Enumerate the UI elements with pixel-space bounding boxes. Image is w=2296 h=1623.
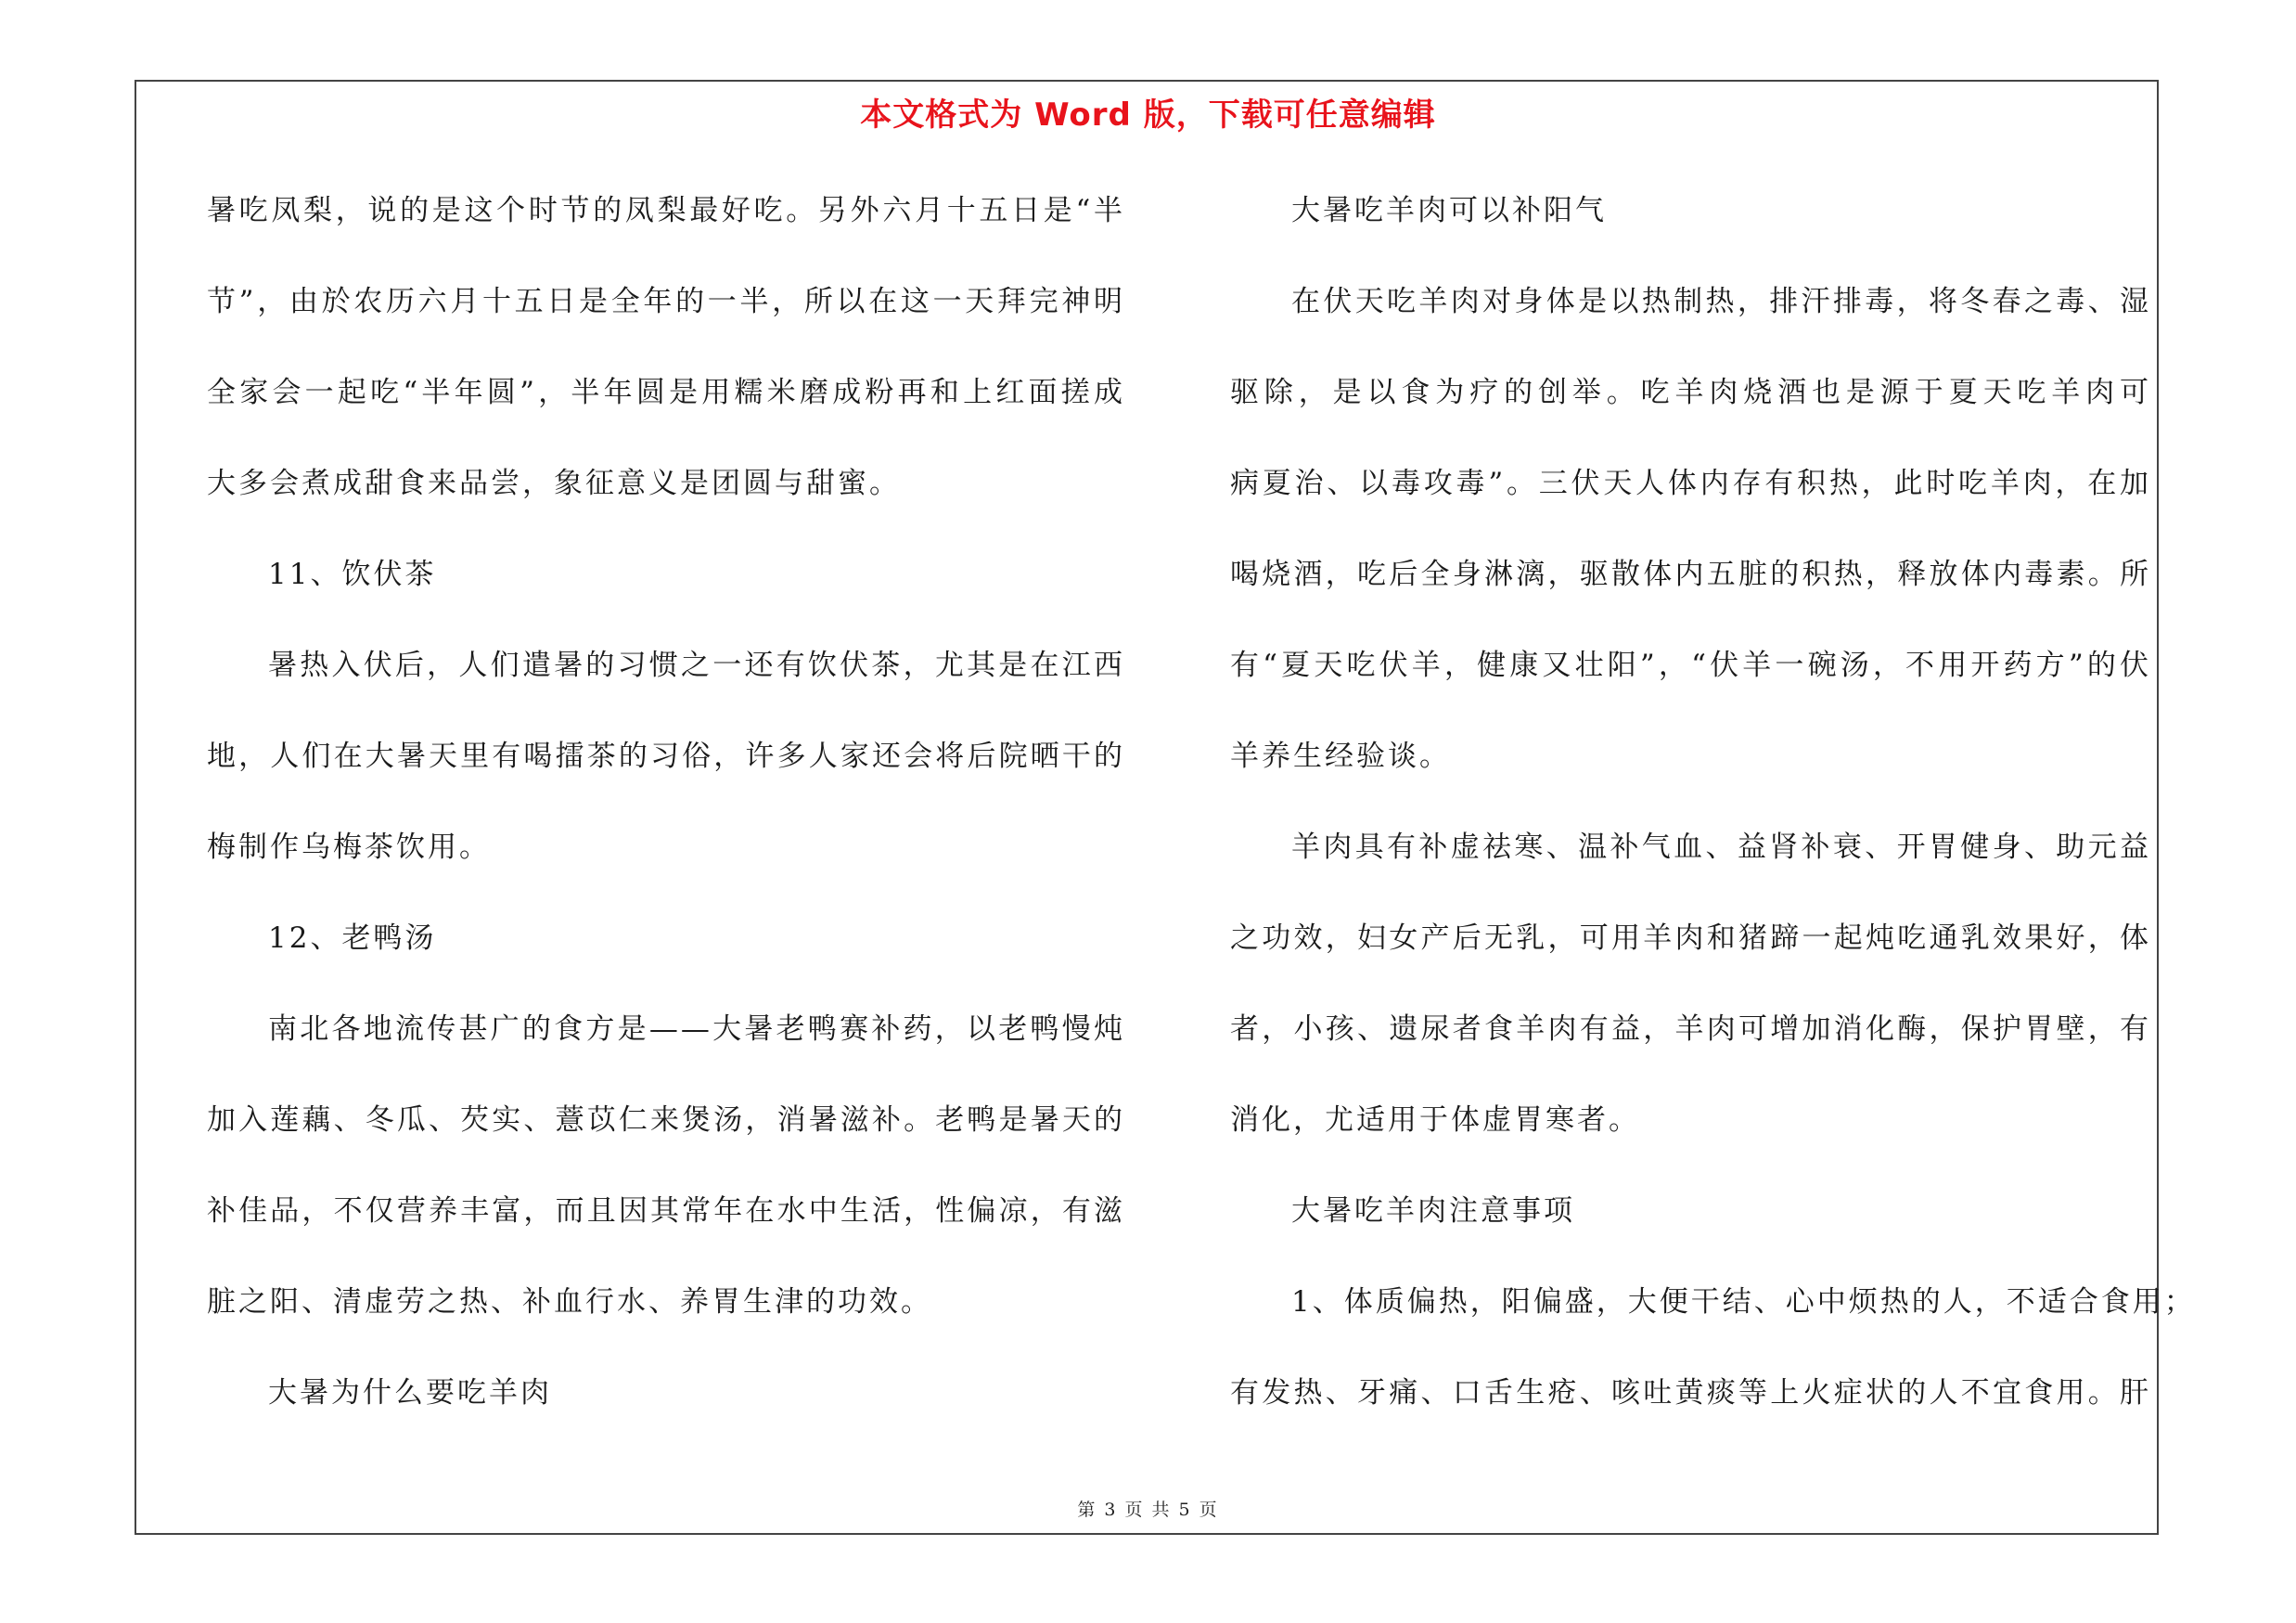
text-line: 大多会煮成甜食来品尝，象征意义是团圆与甜蜜。	[207, 467, 901, 500]
text-line: 脏之阳、清虚劳之热、补血行水、养胃生津的功效。	[207, 1285, 932, 1319]
text-line: 羊养生经验谈。	[1230, 740, 1451, 773]
text-line: 大暑吃羊肉可以补阳气	[1291, 194, 1607, 227]
text-line: 全家会一起吃“半年圆”，半年圆是用糯米磨成粉再和上红面搓成	[207, 376, 1125, 409]
text-line: 羊肉具有补虚祛寒、温补气血、益肾补衰、开胃健身、助元益	[1291, 831, 2151, 864]
text-line: 大暑吃羊肉注意事项	[1291, 1194, 1575, 1228]
text-line: 地，人们在大暑天里有喝擂茶的习俗，许多人家还会将后院晒干的	[207, 740, 1125, 773]
text-line: 消化，尤适用于体虚胃寒者。	[1230, 1103, 1640, 1137]
text-line: 之功效，妇女产后无乳，可用羊肉和猪蹄一起炖吃通乳效果好，体	[1230, 921, 2151, 955]
text-line: 病夏治、以毒攻毒”。三伏天人体内存有积热，此时吃羊肉，在加	[1230, 467, 2151, 500]
text-line: 梅制作乌梅茶饮用。	[207, 831, 491, 864]
text-line: 有发热、牙痛、口舌生疮、咳吐黄痰等上火症状的人不宜食用。肝	[1230, 1376, 2151, 1410]
text-line: 暑吃凤梨，说的是这个时节的凤梨最好吃。另外六月十五日是“半	[207, 194, 1125, 227]
text-line: 大暑为什么要吃羊肉	[268, 1376, 552, 1410]
text-line: 11、饮伏茶	[268, 558, 437, 591]
text-line: 在伏天吃羊肉对身体是以热制热，排汗排毒，将冬春之毒、湿	[1291, 285, 2151, 318]
text-line: 加入莲藕、冬瓜、芡实、薏苡仁来煲汤，消暑滋补。老鸭是暑天的	[207, 1103, 1125, 1137]
left-text-column	[207, 165, 1125, 1438]
text-line: 1、体质偏热，阳偏盛，大便干结、心中烦热的人，不适合食用；	[1291, 1285, 2196, 1319]
text-line: 12、老鸭汤	[268, 921, 437, 955]
text-line: 有“夏天吃伏羊，健康又壮阳”，“伏羊一碗汤，不用开药方”的伏	[1230, 649, 2151, 682]
text-line: 驱除，是以食为疗的创举。吃羊肉烧酒也是源于夏天吃羊肉可	[1230, 376, 2151, 409]
right-text-column	[1230, 165, 2196, 1438]
header-banner: 本文格式为 Word 版，下载可任意编辑	[860, 97, 1436, 134]
text-line: 南北各地流传甚广的食方是——大暑老鸭赛补药，以老鸭慢炖	[268, 1012, 1125, 1046]
text-line: 节”，由於农历六月十五日是全年的一半，所以在这一天拜完神明	[207, 285, 1125, 318]
text-line: 者，小孩、遗尿者食羊肉有益，羊肉可增加消化酶，保护胃壁，有	[1230, 1012, 2151, 1046]
page-number: 第 3 页 共 5 页	[1077, 1500, 1219, 1520]
text-line: 喝烧酒，吃后全身淋漓，驱散体内五脏的积热，释放体内毒素。所	[1230, 558, 2151, 591]
text-line: 补佳品，不仅营养丰富，而且因其常年在水中生活，性偏凉，有滋	[207, 1194, 1125, 1228]
text-line: 暑热入伏后，人们遣暑的习惯之一还有饮伏茶，尤其是在江西	[268, 649, 1125, 682]
